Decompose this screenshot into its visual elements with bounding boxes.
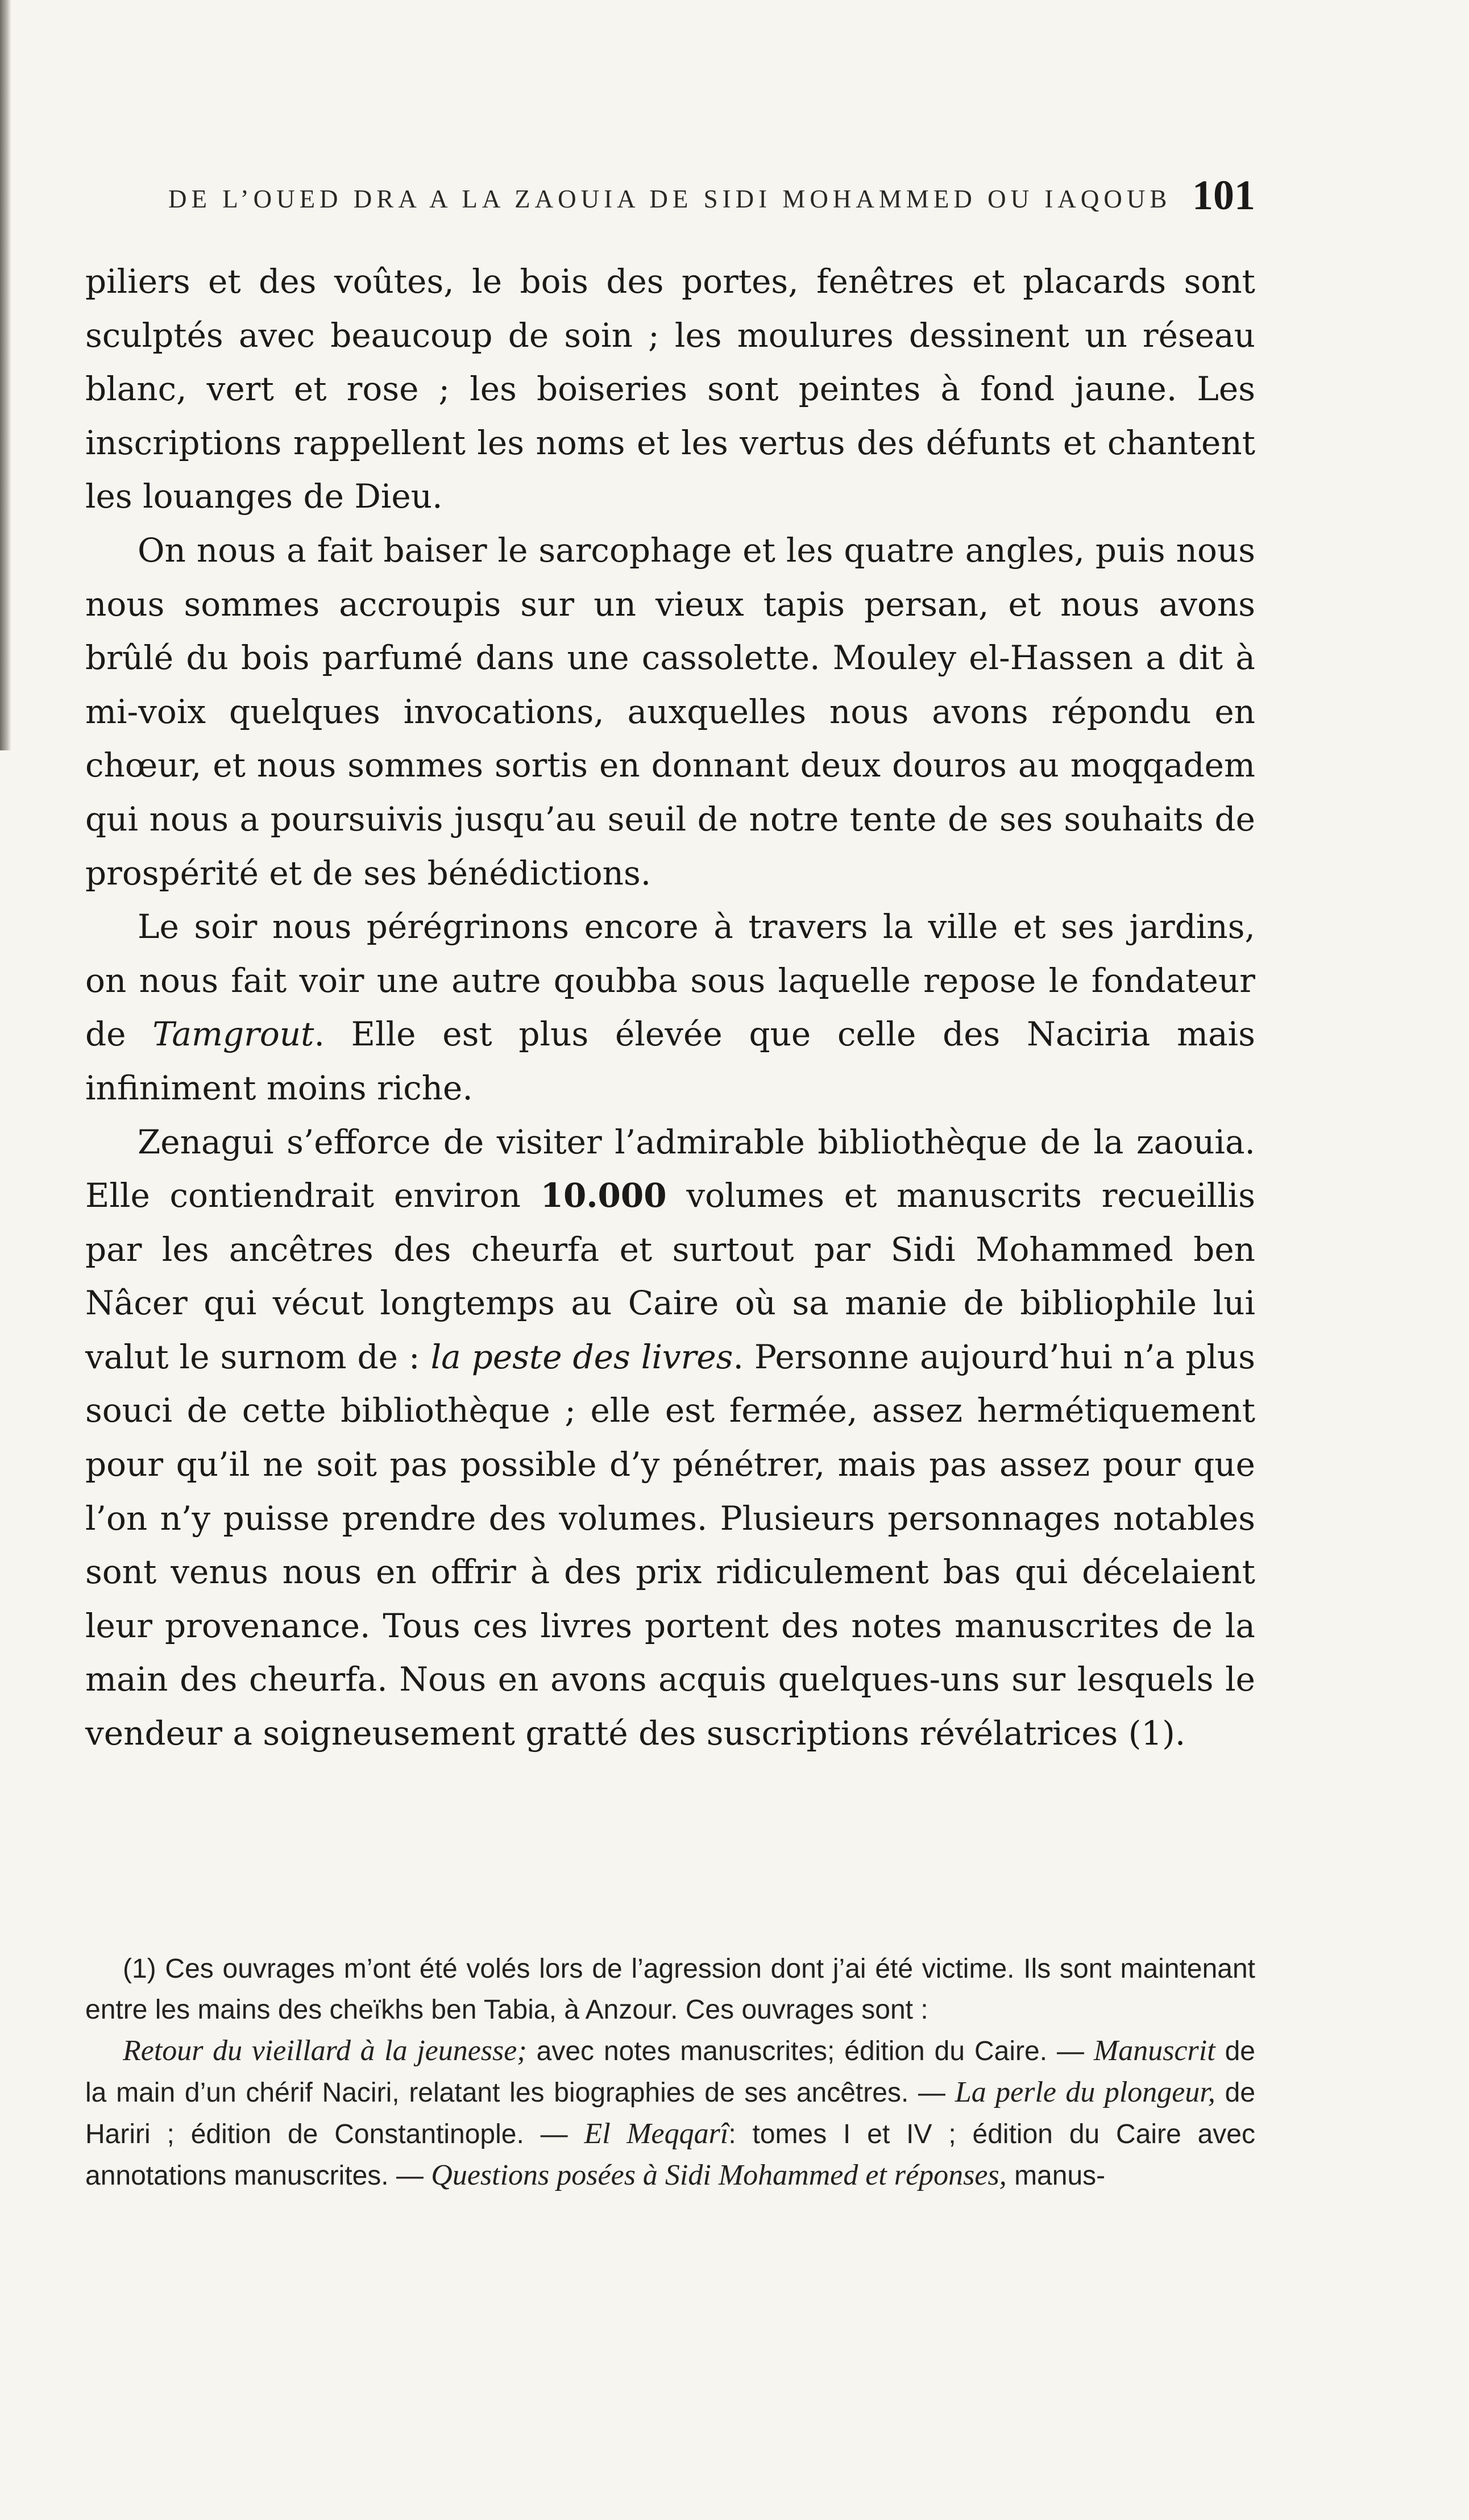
footnote-text-1: avec notes manuscrites; édition du Caire. — <box>526 2036 1094 2066</box>
title-manuscrit: Manuscrit <box>1093 2035 1215 2067</box>
paragraph-4-text-e: . Personne aujourd’hui n’a plus souci de cette bibliothèque ; elle est fermée, assez hermétiquement pour qu’il ne soit pas possible d’y pénétrer, mais pas assez pour que l’on n’y puisse prendre des volumes. Plusieurs personnages notables sont venus nous en offrir à des prix ridiculement bas qui décelaient leur provenance. Tous ces livres portent des notes manuscrites de la main des cheurfa. Nous en avons acquis quelques-uns sur lesquels le vendeur a soigneusement gratté des suscriptions révélatrices (1). <box>85 1337 1255 1753</box>
paragraph-1: piliers et des voûtes, le bois des portes, fenêtres et placards sont sculptés avec beaucoup de soin ; les moulures dessinent un réseau blanc, vert et rose ; les boiseries sont peintes à fond jaune. Les inscriptions rappellent les noms et les vertus des défunts et chantent les louanges de Dieu. <box>85 262 1255 516</box>
title-el-meqqari: El Meqqarî <box>584 2118 729 2150</box>
title-retour-du-vieillard: Retour du vieillard à la jeunesse; <box>123 2035 527 2067</box>
running-head: DE L’OUED DRA A LA ZAOUIA DE SIDI MOHAMMED OU IAQOUB <box>168 185 1172 213</box>
paragraph-4 <box>85 1115 1255 1761</box>
paragraph-3 <box>85 900 1255 1115</box>
footnote-1: (1) Ces ouvrages m’ont été volés lors de l’agression dont j’ai été victime. Ils sont maintenant entre les mains des cheïkhs ben Tabia, à Anzour. Ces ouvrages sont : <box>85 1954 1255 2025</box>
footnote-text-3: de Hariri ; édition de Constantinople. — <box>85 2078 1256 2149</box>
paragraph-3-text-a: Le soir nous pérégrinons encore à travers la ville et ses jardins, on nous fait voir une autre qoubba sous laquelle repose le fondateur de <box>85 907 1255 1054</box>
place-name-tamgrout: Tamgrout <box>152 1015 314 1054</box>
paragraph-3-text-c: . Elle est plus élevée que celle des Naciria mais infiniment moins riche. <box>85 1015 1255 1107</box>
page-number: 101 <box>1192 172 1255 219</box>
body-text <box>85 255 1255 1761</box>
title-questions-posees: Questions posées à Sidi Mohammed et réponses, <box>431 2159 1007 2191</box>
footnote-text-4: : tomes I et IV ; édition du Caire avec annotations manuscrites. — <box>85 2119 1255 2191</box>
title-perle-du-plongeur: La perle du plongeur, <box>955 2076 1215 2108</box>
paragraph-4-text-c: volumes et manuscrits recueillis par les ancêtres des cheurfa et surtout par Sidi Mohammed ben Nâcer qui vécut longtemps au Caire où sa manie de bibliophile lui valut le surnom de : <box>85 1176 1255 1376</box>
footnote-text-5: manus- <box>1006 2161 1106 2191</box>
paragraph-2: On nous a fait baiser le sarcophage et les quatre angles, puis nous nous sommes accroupis sur un vieux tapis persan, et nous avons brûlé du bois parfumé dans une cassolette. Mouley el-Hassen a dit à mi-voix quelques invocations, auxquelles nous avons répondu en chœur, et nous sommes sortis en donnant deux douros au moqqadem qui nous a poursuivis jusqu’au seuil de notre tente de ses souhaits de prospérité et de ses bénédictions. <box>85 530 1255 892</box>
paragraph-4-text-a: Zenagui s’efforce de visiter l’admirable bibliothèque de la zaouia. Elle contiendrait environ <box>85 1122 1255 1215</box>
page-binding-edge <box>0 0 11 750</box>
volume-count: 10.000 <box>540 1176 667 1215</box>
page-header <box>168 172 1255 223</box>
nickname-italic: la peste des livres <box>430 1337 733 1376</box>
footnote-1-titles <box>85 2031 1255 2197</box>
footnote-text-2: de la main d’un chérif Naciri, relatant les biographies de ses ancêtres. — <box>85 2036 1255 2108</box>
footnotes <box>85 1949 1255 2197</box>
